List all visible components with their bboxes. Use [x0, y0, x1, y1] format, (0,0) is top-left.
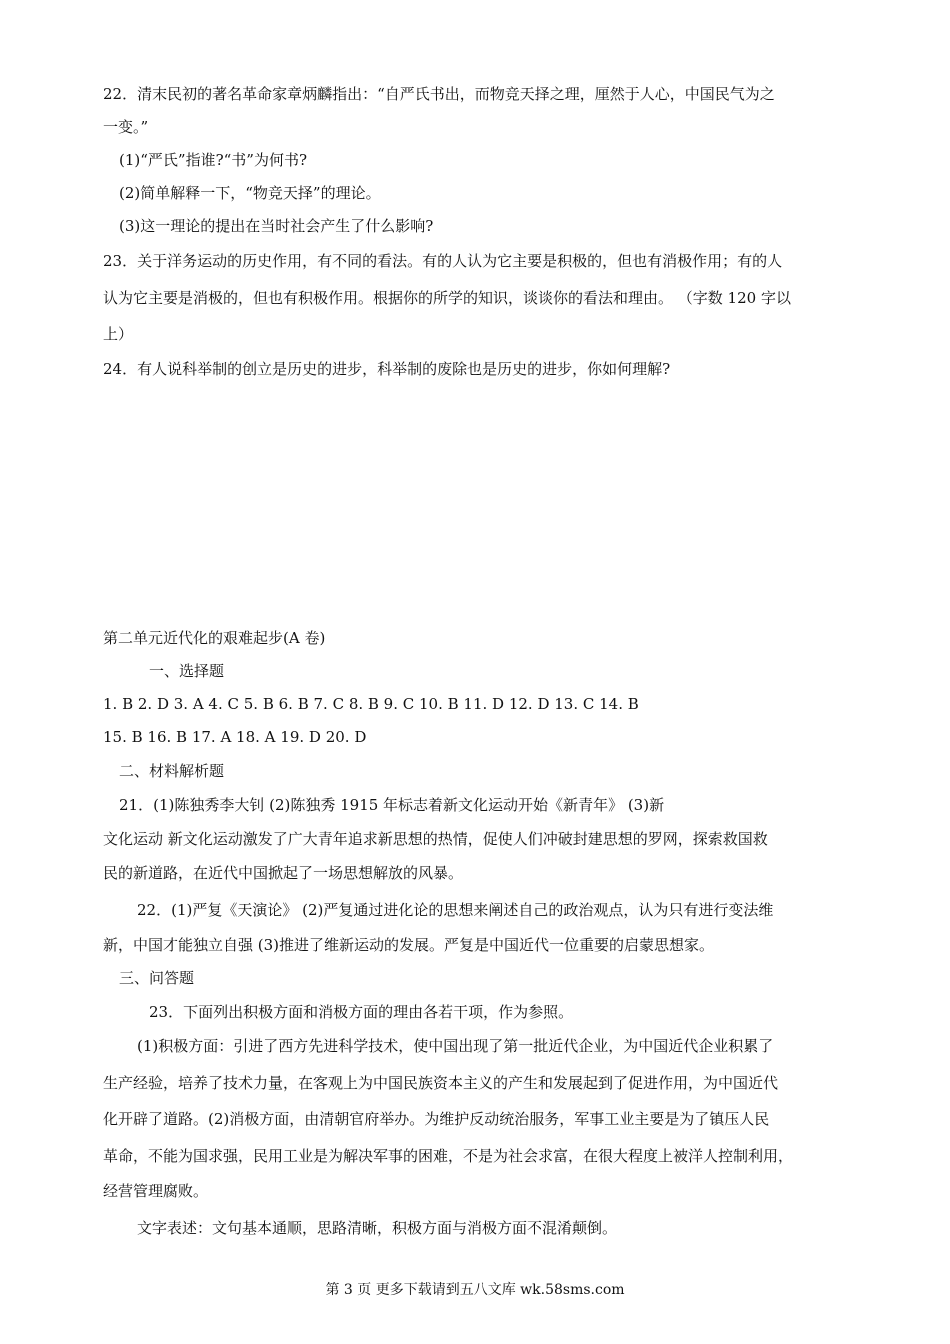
q23-line2: 认为它主要是消极的，但也有积极作用。根据你的所学的知识，谈谈你的看法和理由。 （字数 120 字以: [103, 289, 791, 307]
a23-line2: 生产经验，培养了技术力量，在客观上为中国民族资本主义的产生和发展起到了促进作用，为中国近代: [103, 1074, 779, 1092]
section-material-title: 二、材料解析题: [119, 762, 225, 780]
a23-line5: 经营管理腐败。: [103, 1182, 209, 1200]
choice-answers-line2: 15. B 16. B 17. A 18. A 19. D 20. D: [103, 728, 367, 746]
q22-line2: 一变。”: [103, 118, 149, 136]
a21-line3: 民的新道路，在近代中国掀起了一场思想解放的风暴。: [103, 864, 464, 882]
q23-line1: 23．关于洋务运动的历史作用，有不同的看法。有的人认为它主要是积极的，但也有消极作用；有的人: [103, 252, 783, 270]
page-footer: 第 3 页 更多下载请到五八文库 wk.58sms.com: [325, 1282, 625, 1298]
a21-line2: 文化运动 新文化运动激发了广大青年追求新思想的热情，促使人们冲破封建思想的罗网，探索救国救: [103, 830, 768, 848]
q22-sub1: (1)“严氏”指谁?“书”为何书?: [119, 151, 308, 169]
a23-intro: 23．下面列出积极方面和消极方面的理由各若干项，作为参照。: [149, 1003, 574, 1021]
section-choice-title: 一、选择题: [149, 662, 225, 680]
choice-answers-line1: 1. B 2. D 3. A 4. C 5. B 6. B 7. C 8. B 9. C 10. B 11. D 12. D 13. C 14. B: [103, 695, 639, 713]
a23-note: 文字表述：文句基本通顺，思路清晰，积极方面与消极方面不混淆颠倒。: [137, 1219, 618, 1237]
q22-sub2: (2)简单解释一下，“物竞天择”的理论。: [119, 184, 381, 202]
a21-line1: 21．(1)陈独秀李大钊 (2)陈独秀 1915 年标志着新文化运动开始《新青年》 (3)新: [119, 796, 665, 814]
a22-line2: 新，中国才能独立自强 (3)推进了维新运动的发展。严复是中国近代一位重要的启蒙思想家。: [103, 936, 715, 954]
section-qa-title: 三、问答题: [119, 969, 195, 987]
q22-line1: 22．清末民初的著名革命家章炳麟指出：“自严氏书出，而物竞天择之理，厘然于人心，中国民气为之: [103, 85, 775, 103]
q23-line3: 上）: [103, 325, 134, 343]
q22-sub3: (3)这一理论的提出在当时社会产生了什么影响?: [119, 217, 434, 235]
a23-line4: 革命，不能为国求强，民用工业是为解决军事的困难，不是为社会求富，在很大程度上被洋人控制利用，: [103, 1147, 794, 1165]
a23-line3: 化开辟了道路。(2)消极方面，由清朝官府举办。为维护反动统治服务，军事工业主要是为了镇压人民: [103, 1110, 770, 1128]
q24-line1: 24．有人说科举制的创立是历史的进步，科举制的废除也是历史的进步，你如何理解?: [103, 360, 671, 378]
a22-line1: 22．(1)严复《天演论》 (2)严复通过进化论的思想来阐述自己的政治观点，认为只有进行变法维: [137, 901, 774, 919]
a23-line1: (1)积极方面：引进了西方先进科学技术，使中国出现了第一批近代企业，为中国近代企业积累了: [137, 1037, 774, 1055]
unit-title: 第二单元近代化的艰难起步(A 卷): [103, 629, 326, 647]
